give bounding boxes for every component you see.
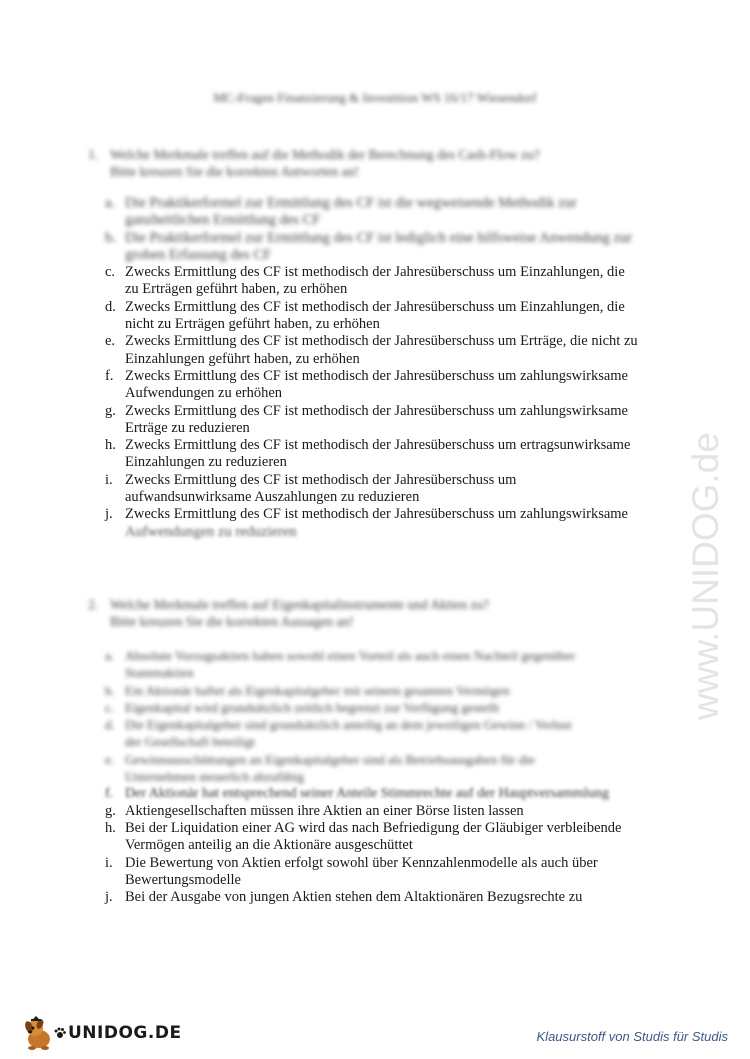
answer-line: Der Aktionär hat entsprechend seiner Anteile Stimmrechte auf der Hauptversammlung — [125, 786, 610, 802]
question-1-header — [88, 146, 668, 180]
answer-item — [105, 751, 660, 786]
answer-item — [105, 368, 660, 403]
question-text-line: Bitte kreuzen Sie die korrekten Aussagen an! — [110, 614, 354, 629]
answer-line: Zwecks Ermittlung des CF ist methodisch der Jahresüberschuss um Einzahlungen, die — [125, 298, 625, 315]
answer-line: Zwecks Ermittlung des CF ist methodisch der Jahresüberschuss um zahlungswirksame — [125, 506, 628, 523]
answer-item — [105, 682, 660, 699]
logo-text: UNIDOG.DE — [68, 1023, 182, 1043]
answer-line: nicht zu Erträgen geführt haben, zu erhöhen — [125, 316, 380, 333]
answer-item — [105, 195, 660, 230]
answer-line: Stammaktien — [125, 665, 194, 681]
answer-line: Eigenkapital wird grundsätzlich zeitlich begrenzt zur Verfügung gestellt — [125, 699, 500, 715]
answer-line: Bei der Liquidation einer AG wird das nach Befriedigung der Gläubiger verbleibende — [125, 819, 622, 836]
answer-line: Die Eigenkapitalgeber sind grundsätzlich anteilig an dem jeweiligen Gewinn / Verlust — [125, 717, 572, 733]
answer-line: groben Erfassung des CF — [125, 246, 272, 263]
answer-letter: g. — [105, 402, 116, 419]
answer-item — [105, 803, 660, 820]
answer-item — [105, 889, 660, 906]
answer-letter: h. — [105, 819, 116, 836]
answer-letter: f. — [105, 786, 114, 802]
answer-line: Absolute Vorzugsaktien haben sowohl einen Vorteil als auch einen Nachteil gegenüber — [125, 648, 576, 663]
answer-item — [105, 506, 660, 541]
answer-letter: e. — [105, 751, 115, 767]
question-text — [110, 596, 668, 630]
paw-icon — [54, 1027, 66, 1039]
answer-line: Die Bewertung von Aktien erfolgt sowohl über Kennzahlenmodelle als auch über — [125, 854, 598, 871]
answer-line: Die Praktikerformel zur Ermittlung des CF ist lediglich eine hilfsweise Anwendung zur — [125, 229, 632, 246]
answer-line: Zwecks Ermittlung des CF ist methodisch der Jahresüberschuss um — [125, 471, 517, 488]
answer-letter: j. — [105, 506, 113, 523]
watermark — [688, 285, 728, 725]
answer-line: Zwecks Ermittlung des CF ist methodisch der Jahresüberschuss um ertragsunwirksame — [125, 437, 631, 454]
answer-letter: e. — [105, 333, 116, 350]
answer-line: Bei der Ausgabe von jungen Aktien stehen dem Altaktionären Bezugsrechte zu — [125, 889, 583, 906]
answer-item — [105, 472, 660, 507]
answer-line: Einzahlungen geführt haben, zu erhöhen — [125, 350, 360, 367]
answer-letter: b. — [105, 229, 116, 246]
answer-line: Vermögen anteilig an die Aktionäre ausgeschüttet — [125, 837, 413, 854]
question-text-line: Welche Merkmale treffen auf die Methodik der Berechnung des Cash-Flow zu? — [110, 147, 540, 162]
answer-line: Aktiengesellschaften müssen ihre Aktien an einer Börse listen lassen — [125, 802, 524, 819]
answer-line: Zwecks Ermittlung des CF ist methodisch der Jahresüberschuss um zahlungswirksame — [125, 367, 628, 384]
answer-letter: c. — [105, 264, 116, 281]
answer-line: zu Erträgen geführt haben, zu erhöhen — [125, 281, 348, 298]
answer-letter: c. — [105, 699, 115, 715]
answer-line: aufwandsunwirksame Auszahlungen zu reduzieren — [125, 489, 420, 506]
watermark-graphic — [688, 285, 728, 725]
answer-item — [105, 333, 660, 368]
answer-letter: g. — [105, 802, 116, 819]
answer-line: Bewertungsmodelle — [125, 871, 241, 888]
answer-letter: d. — [105, 717, 115, 733]
footer-tagline: Klausurstoff von Studis für Studis — [536, 1029, 728, 1044]
answer-line: Einzahlungen zu reduzieren — [125, 454, 287, 471]
answer-letter: a. — [105, 648, 115, 663]
question-number: 2. — [88, 597, 99, 612]
answer-letter: b. — [105, 682, 115, 698]
answer-line: Unternehmen steuerlich abzufähig — [125, 769, 305, 785]
answer-item — [105, 230, 660, 265]
question-2-header — [88, 596, 668, 630]
watermark-text: www.UNIDOG.de — [688, 432, 726, 720]
answer-item — [105, 699, 660, 716]
answer-line: ganzheitlichen Ermittlung des CF — [125, 212, 321, 229]
page-title: MC-Fragen Finanzierung & Investition WS 16/17 Wiesendorf — [213, 90, 537, 105]
answer-item — [105, 785, 660, 802]
answer-item — [105, 716, 660, 751]
answer-letter: i. — [105, 854, 113, 871]
answer-letter: j. — [105, 889, 113, 906]
answer-item — [105, 820, 660, 855]
question-number: 1. — [88, 147, 99, 162]
answer-item — [105, 299, 660, 334]
answer-item — [105, 855, 660, 890]
answer-line: Gewinnausschüttungen an Eigenkapitalgeber sind als Betriebsausgaben für die — [125, 751, 535, 767]
footer-logo — [22, 1013, 182, 1053]
answer-item — [105, 403, 660, 438]
answer-item — [105, 437, 660, 472]
question-text — [110, 146, 668, 180]
answer-item — [105, 264, 660, 299]
answer-letter: f. — [105, 367, 114, 384]
answer-letter: h. — [105, 437, 116, 454]
question-text-line: Bitte kreuzen Sie die korrekten Antworten an! — [110, 164, 359, 179]
answer-list-2 — [105, 647, 660, 906]
answer-line: Aufwendungen zu reduzieren — [125, 523, 297, 540]
answer-line: Aufwendungen zu erhöhen — [125, 385, 283, 402]
question-text-line: Welche Merkmale treffen auf Eigenkapitalinstrumente und Aktien zu? — [110, 597, 490, 612]
answer-list-1 — [105, 195, 660, 541]
answer-letter: d. — [105, 298, 116, 315]
answer-letter: a. — [105, 195, 116, 211]
answer-line: Die Praktikerformel zur Ermittlung des CF ist die wegweisende Methodik zur — [125, 195, 577, 211]
answer-line: der Gesellschaft beteiligt — [125, 734, 255, 750]
answer-line: Zwecks Ermittlung des CF ist methodisch der Jahresüberschuss um zahlungswirksame — [125, 402, 628, 419]
answer-line: Ein Aktionär haftet als Eigenkapitalgeber mit seinem gesamten Vermögen — [125, 682, 510, 698]
answer-letter: i. — [105, 471, 113, 488]
answer-item — [105, 647, 660, 682]
answer-line: Zwecks Ermittlung des CF ist methodisch der Jahresüberschuss um Erträge, die nicht zu — [125, 333, 638, 350]
answer-line: Erträge zu reduzieren — [125, 419, 250, 436]
dog-mascot-icon — [22, 1015, 56, 1051]
answer-line: Zwecks Ermittlung des CF ist methodisch der Jahresüberschuss um Einzahlungen, die — [125, 264, 625, 281]
